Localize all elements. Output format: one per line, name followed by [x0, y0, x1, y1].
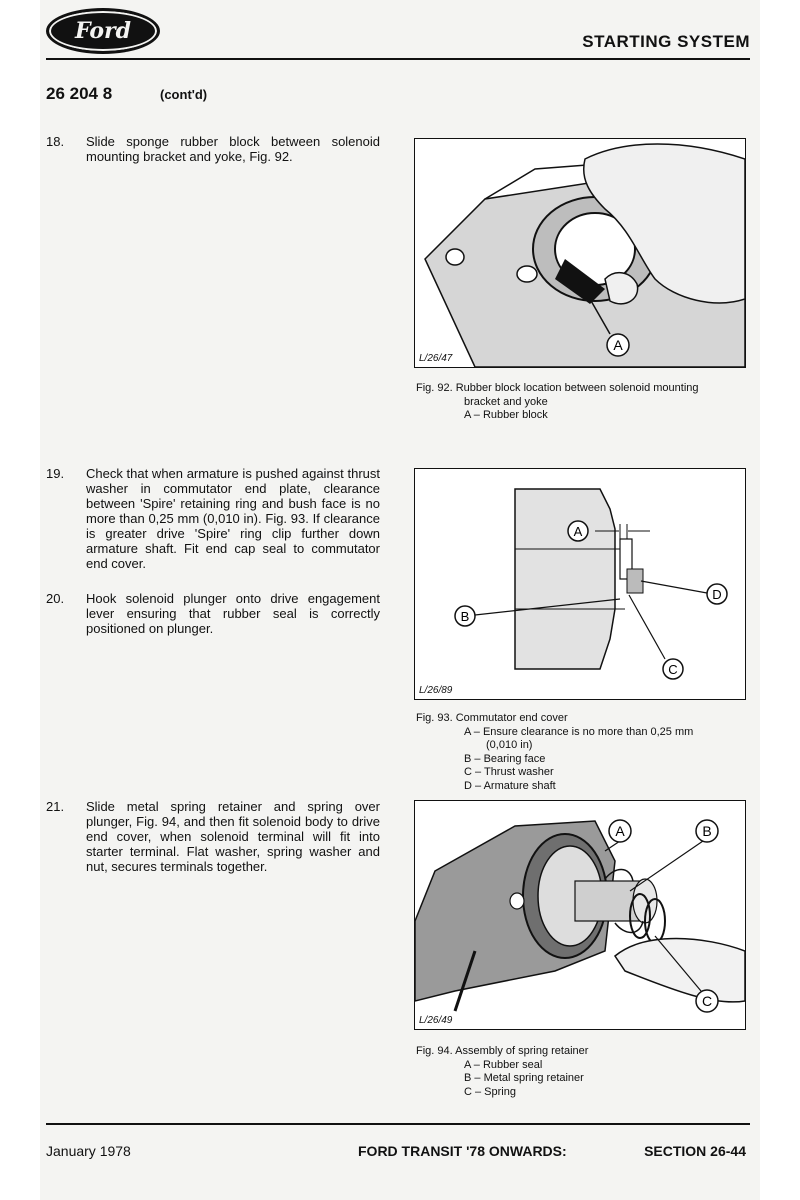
caption-legend-item: C – Thrust washer — [464, 766, 554, 778]
figure-reference: L/26/49 — [419, 1015, 453, 1026]
caption-title: Fig. 93. Commutator end cover — [416, 712, 568, 724]
figure-93 — [414, 468, 746, 700]
fig-94-label-c: C — [701, 993, 713, 1009]
step-number: 21. — [46, 799, 65, 814]
footer-date: January 1978 — [46, 1143, 131, 1159]
figure-92-caption — [416, 382, 746, 423]
step-21 — [46, 799, 380, 874]
step-number: 19. — [46, 466, 65, 481]
figure-93-caption — [416, 712, 746, 793]
fig-92-label-a: A — [613, 337, 623, 353]
step-number: 18. — [46, 134, 65, 149]
step-19 — [46, 466, 380, 571]
section-number: 26 204 8 — [46, 84, 113, 103]
caption-title-cont: bracket and yoke — [464, 395, 548, 408]
fig-93-illustration — [415, 469, 745, 699]
caption-title: Fig. 94. Assembly of spring retainer — [416, 1045, 589, 1057]
step-text: Check that when armature is pushed against thrust washer in commutator end plate, clearance between 'Spire' retaining ring and bush face is no more than 0,25 mm (0,010 in). Fig. 93. If clearance is greater drive 'Spire' ring clip further down armature shaft. Fit end cap seal to commutator end cover. — [86, 466, 380, 571]
step-number: 20. — [46, 591, 65, 606]
step-text: Hook solenoid plunger onto drive engagement lever ensuring that rubber seal is correctly positioned on plunger. — [86, 591, 380, 636]
step-18 — [46, 134, 380, 164]
figure-94-caption — [416, 1045, 746, 1099]
caption-legend-item: B – Metal spring retainer — [464, 1072, 584, 1084]
caption-legend-item: B – Bearing face — [464, 752, 546, 765]
fig-92-illustration — [415, 139, 745, 367]
caption-legend-item: D – Armature shaft — [464, 779, 556, 792]
ford-logo — [46, 8, 160, 54]
section-continued: (cont'd) — [160, 87, 208, 102]
caption-legend-item: (0,010 in) — [486, 739, 533, 751]
logo-text: Ford — [74, 18, 132, 44]
figure-94 — [414, 800, 746, 1030]
step-text: Slide metal spring retainer and spring over plunger, Fig. 94, and then fit solenoid body to drive end cover, when solenoid terminal will fit into starter terminal. Flat washer, spring washer and nut, secures terminals together. — [86, 799, 380, 874]
caption-legend-item: A – Rubber seal — [464, 1058, 543, 1071]
fig-93-label-d: D — [712, 587, 722, 602]
footer-title: FORD TRANSIT '78 ONWARDS: — [358, 1143, 567, 1159]
caption-legend-item: A – Rubber block — [464, 409, 548, 421]
caption-legend-item: C – Spring — [464, 1085, 516, 1098]
step-text: Slide sponge rubber block between solenoid mounting bracket and yoke, Fig. 92. — [86, 134, 380, 164]
fig-93-label-b: B — [460, 609, 470, 624]
page-header-title: STARTING SYSTEM — [582, 32, 750, 51]
figure-reference: L/26/47 — [419, 353, 453, 364]
fig-93-label-a: A — [573, 524, 583, 539]
figure-92 — [414, 138, 746, 368]
fig-94-illustration — [415, 801, 745, 1029]
figure-reference: L/26/89 — [419, 685, 453, 696]
caption-legend-item: A – Ensure clearance is no more than 0,25 mm — [464, 725, 694, 738]
step-20 — [46, 591, 380, 636]
footer-rule — [46, 1123, 750, 1125]
fig-94-label-a: A — [615, 823, 625, 839]
header-rule — [46, 58, 750, 60]
fig-94-label-b: B — [702, 823, 712, 839]
footer-section: SECTION 26-44 — [644, 1143, 746, 1159]
fig-93-label-c: C — [668, 662, 678, 677]
caption-title: Fig. 92. Rubber block location between solenoid mounting — [416, 382, 699, 394]
